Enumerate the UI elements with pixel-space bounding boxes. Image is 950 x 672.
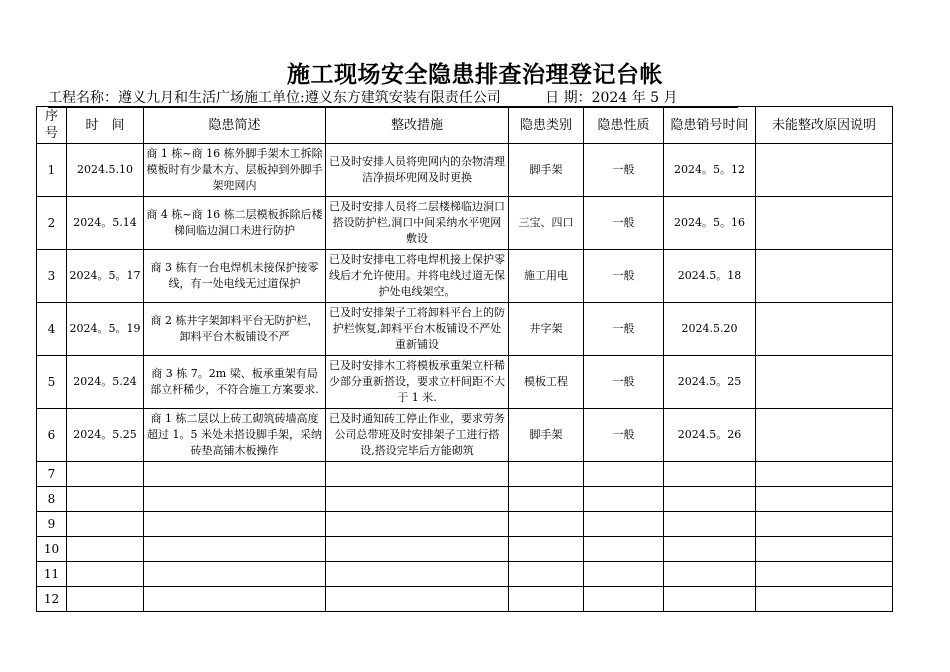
cell-empty [584,537,664,562]
cell-nature: 一般 [584,409,664,462]
table-row [37,250,893,303]
cell-empty [67,487,144,512]
cell-empty [664,487,756,512]
cell-empty [756,462,893,487]
cell-empty [509,562,584,587]
header-reason: 未能整改原因说明 [756,107,893,144]
cell-category: 井字架 [509,303,584,356]
cell-measure: 已及时安排人员将二层楼梯临边洞口搭设防护栏,洞口中间采纳水平兜网敷设 [326,197,509,250]
header-seq: 序号 [37,107,67,144]
cell-seq: 12 [37,587,67,612]
cell-empty [67,587,144,612]
cell-category: 脚手架 [509,144,584,197]
cell-empty [664,537,756,562]
cell-empty [67,512,144,537]
table-row-empty [37,587,893,612]
cell-time: 2024.5.10 [67,144,144,197]
cell-empty [326,562,509,587]
cell-empty [756,562,893,587]
cell-measure: 已及时安排架子工将卸料平台上的防护栏恢复,卸料平台木板铺设不严处重新铺设 [326,303,509,356]
cell-empty [664,562,756,587]
header-time: 时 间 [67,107,144,144]
cell-category: 施工用电 [509,250,584,303]
table-header-row [37,107,893,144]
cell-desc: 商 4 栋~商 16 栋二层模板拆除后楼梯间临边洞口未进行防护 [144,197,326,250]
header-nature: 隐患性质 [584,107,664,144]
cell-seq: 10 [37,537,67,562]
cell-empty [67,462,144,487]
cell-close-time: 2024。5。16 [664,197,756,250]
cell-empty [67,537,144,562]
cell-nature: 一般 [584,303,664,356]
cell-empty [326,462,509,487]
table-row [37,356,893,409]
cell-empty [509,487,584,512]
header-desc: 隐患简述 [144,107,326,144]
table-row-empty [37,562,893,587]
cell-empty [67,562,144,587]
cell-empty [144,487,326,512]
cell-seq: 4 [37,303,67,356]
table-row-empty [37,537,893,562]
cell-empty [144,562,326,587]
project-info: 工程名称：遵义九月和生活广场施工单位:遵义东方建筑安装有限责任公司 [48,90,501,106]
cell-empty [326,487,509,512]
cell-time: 2024。5.25 [67,409,144,462]
cell-category: 脚手架 [509,409,584,462]
report-date: 日 期：2024 年 5 月 [545,90,678,106]
cell-nature: 一般 [584,144,664,197]
header-close-time: 隐患销号时间 [664,107,756,144]
cell-seq: 2 [37,197,67,250]
cell-reason [756,303,893,356]
cell-desc: 商 3 栋有一台电焊机未接保护接零线，有一处电线无过道保护 [144,250,326,303]
cell-time: 2024。5.24 [67,356,144,409]
cell-empty [756,512,893,537]
cell-empty [326,587,509,612]
cell-empty [584,462,664,487]
table-row-empty [37,512,893,537]
cell-desc: 商 1 栋二层以上砖工砌筑砖墙高度超过 1。5 米处未搭设脚手架，采纳砖垫高铺木板操作 [144,409,326,462]
cell-seq: 11 [37,562,67,587]
cell-empty [509,587,584,612]
cell-measure: 已及时安排人员将兜网内的杂物清理洁净损坏兜网及时更换 [326,144,509,197]
cell-time: 2024。5。17 [67,250,144,303]
cell-close-time: 2024.5.20 [664,303,756,356]
cell-empty [664,587,756,612]
cell-empty [326,537,509,562]
cell-time: 2024。5。19 [67,303,144,356]
cell-empty [584,512,664,537]
cell-close-time: 2024.5。18 [664,250,756,303]
cell-nature: 一般 [584,356,664,409]
cell-empty [664,462,756,487]
cell-measure: 已及时通知砖工停止作业，要求劳务公司总带班及时安排架子工进行搭设,搭设完毕后方能砌筑 [326,409,509,462]
table-row-empty [37,487,893,512]
cell-empty [326,512,509,537]
cell-category: 模板工程 [509,356,584,409]
cell-seq: 7 [37,462,67,487]
cell-nature: 一般 [584,197,664,250]
cell-measure: 已及时安排电工将电焊机接上保护零线后才允许使用。并将电线过道无保护处电线架空。 [326,250,509,303]
cell-seq: 1 [37,144,67,197]
header-category: 隐患类别 [509,107,584,144]
cell-close-time: 2024。5。12 [664,144,756,197]
table-row [37,409,893,462]
cell-desc: 商 2 栋井字架卸料平台无防护栏，卸料平台木板铺设不严 [144,303,326,356]
cell-empty [144,587,326,612]
page-title: 施工现场安全隐患排查治理登记台帐 [287,62,663,88]
cell-empty [756,487,893,512]
cell-empty [509,537,584,562]
cell-empty [756,537,893,562]
cell-reason [756,250,893,303]
cell-close-time: 2024.5。26 [664,409,756,462]
cell-empty [664,512,756,537]
cell-empty [509,512,584,537]
table-row [37,144,893,197]
cell-empty [144,462,326,487]
cell-time: 2024。5.14 [67,197,144,250]
table-row-empty [37,462,893,487]
cell-empty [144,512,326,537]
cell-measure: 已及时安排木工将模板承重架立杆稀少部分重新搭设，要求立杆间距不大于 1 米. [326,356,509,409]
header-measure: 整改措施 [326,107,509,144]
cell-reason [756,197,893,250]
cell-close-time: 2024.5。25 [664,356,756,409]
cell-reason [756,144,893,197]
cell-empty [584,487,664,512]
table-row [37,197,893,250]
cell-seq: 5 [37,356,67,409]
cell-empty [756,587,893,612]
cell-desc: 商 1 栋~商 16 栋外脚手架木工拆除模板时有少量木方、层板掉到外脚手架兜网内 [144,144,326,197]
table-row [37,303,893,356]
cell-empty [584,587,664,612]
cell-seq: 9 [37,512,67,537]
cell-reason [756,409,893,462]
cell-nature: 一般 [584,250,664,303]
cell-category: 三宝、四口 [509,197,584,250]
cell-seq: 8 [37,487,67,512]
cell-seq: 3 [37,250,67,303]
cell-seq: 6 [37,409,67,462]
cell-empty [509,462,584,487]
hazard-register-table [36,106,893,612]
cell-desc: 商 3 栋 7。2m 梁、板承重架有局部立杆稀少，不符合施工方案要求. [144,356,326,409]
cell-empty [144,537,326,562]
cell-empty [584,562,664,587]
cell-reason [756,356,893,409]
